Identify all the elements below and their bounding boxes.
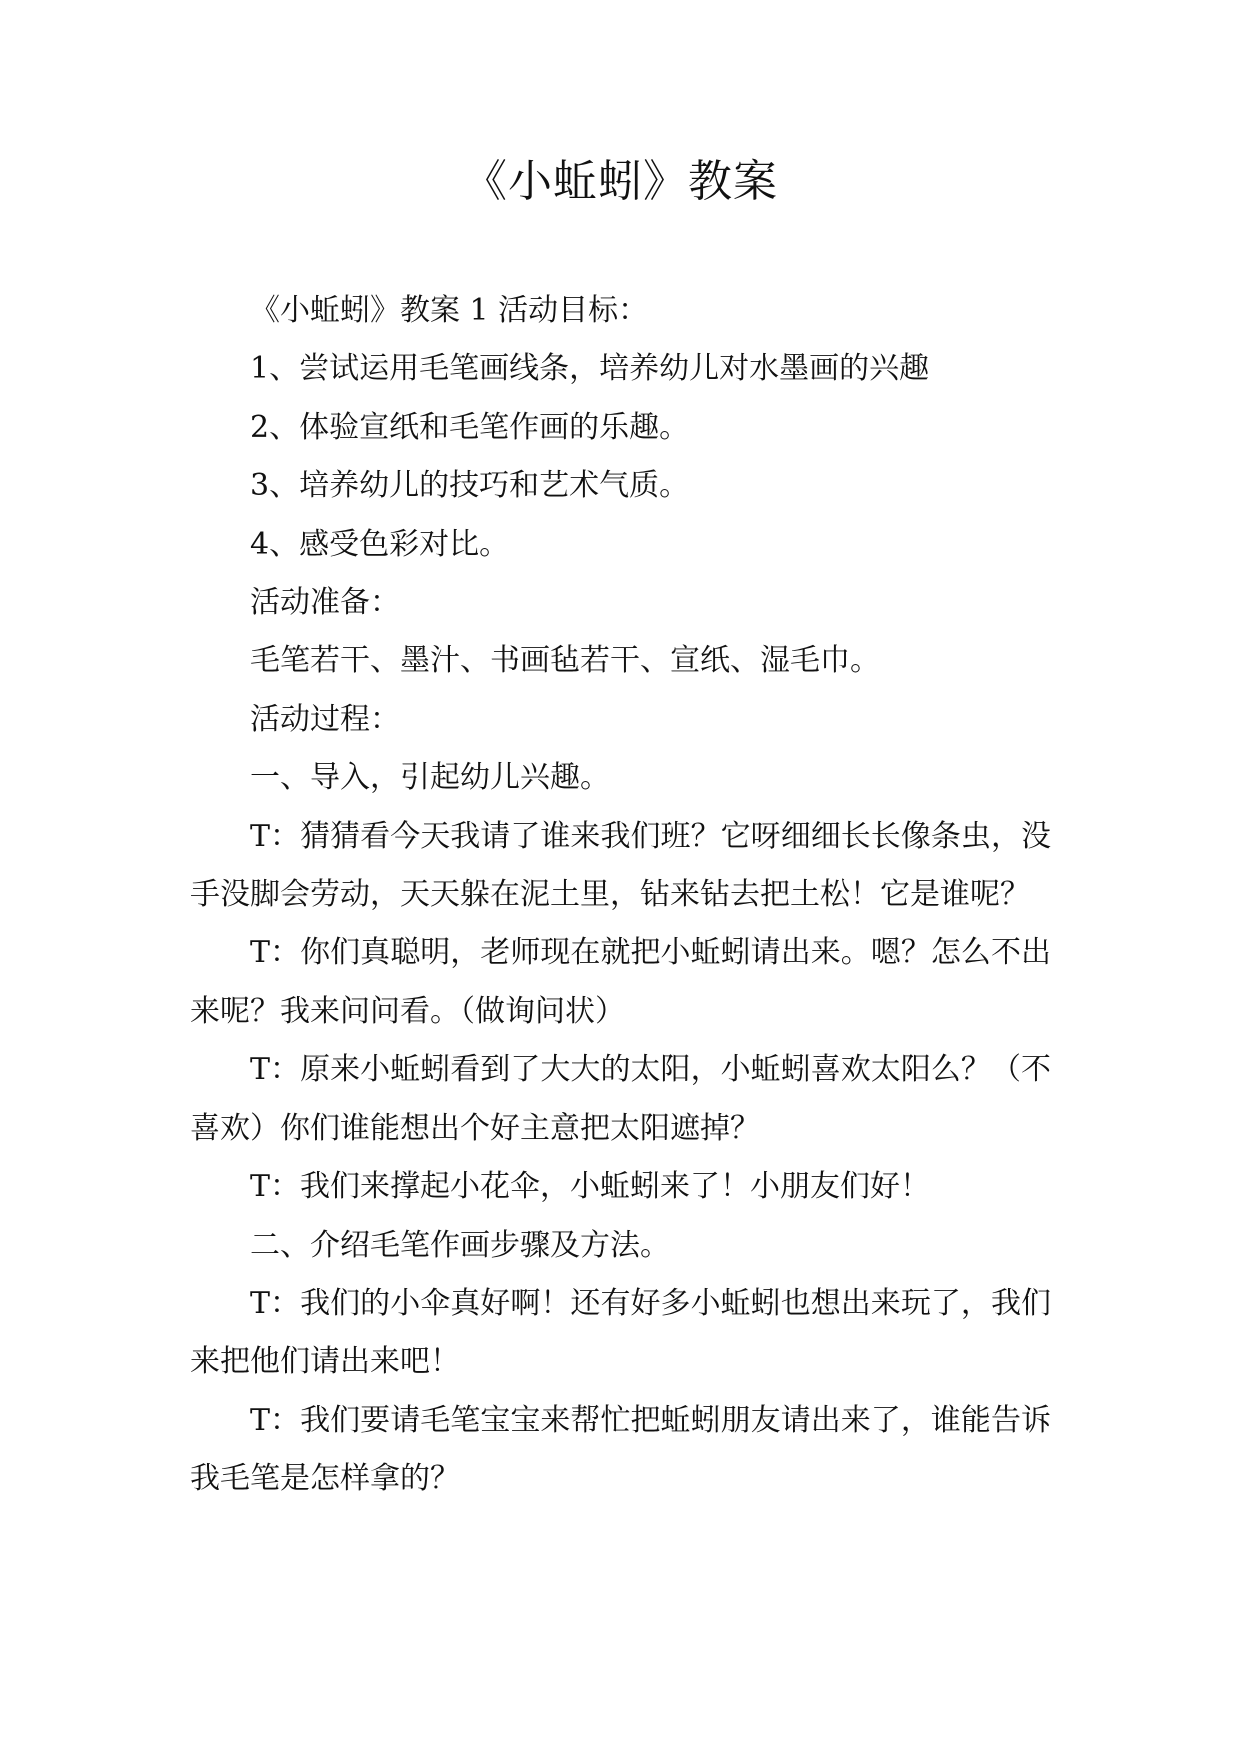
- paragraph-dialogue-3: T：原来小蚯蚓看到了大大的太阳，小蚯蚓喜欢太阳么？（不喜欢）你们谁能想出个好主意把太阳遮掉？: [190, 1052, 1051, 1146]
- paragraph-goal-4: 4、感受色彩对比。: [250, 526, 510, 562]
- document-body: [190, 282, 1051, 1509]
- paragraph-step-1-heading: 一、导入，引起幼儿兴趣。: [250, 760, 610, 796]
- paragraph-intro-heading: 《小蚯蚓》教案 1 活动目标：: [250, 293, 649, 328]
- page-title: 《小蚯蚓》教案: [463, 156, 778, 207]
- paragraph-preparation-heading: 活动准备：: [250, 585, 400, 621]
- paragraph-dialogue-4: T：我们来撑起小花伞，小蚯蚓来了！小朋友们好！: [250, 1169, 931, 1205]
- paragraph-dialogue-5: T：我们的小伞真好啊！还有好多小蚯蚓也想出来玩了，我们来把他们请出来吧！: [190, 1285, 1051, 1380]
- paragraph-step-2-heading: 二、介绍毛笔作画步骤及方法。: [250, 1227, 670, 1263]
- paragraph-dialogue-1: T：猜猜看今天我请了谁来我们班？它呀细细长长像条虫，没手没脚会劳动，天天躲在泥土里，钻来钻去把土松！它是谁呢？: [190, 818, 1051, 913]
- paragraph-process-heading: 活动过程：: [250, 701, 400, 737]
- paragraph-dialogue-2: T：你们真聪明，老师现在就把小蚯蚓请出来。嗯？怎么不出来呢？我来问问看。（做询问状）: [190, 935, 1051, 1029]
- paragraph-goal-2: 2、体验宣纸和毛笔作画的乐趣。: [250, 409, 690, 445]
- paragraph-goal-3: 3、培养幼儿的技巧和艺术气质。: [250, 468, 690, 504]
- paragraph-goal-1: 1、尝试运用毛笔画线条，培养幼儿对水墨画的兴趣: [250, 351, 930, 387]
- paragraph-materials: 毛笔若干、墨汁、书画毡若干、宣纸、湿毛巾。: [250, 643, 880, 679]
- paragraph-dialogue-6: T：我们要请毛笔宝宝来帮忙把蚯蚓朋友请出来了，谁能告诉我毛笔是怎样拿的？: [190, 1402, 1051, 1497]
